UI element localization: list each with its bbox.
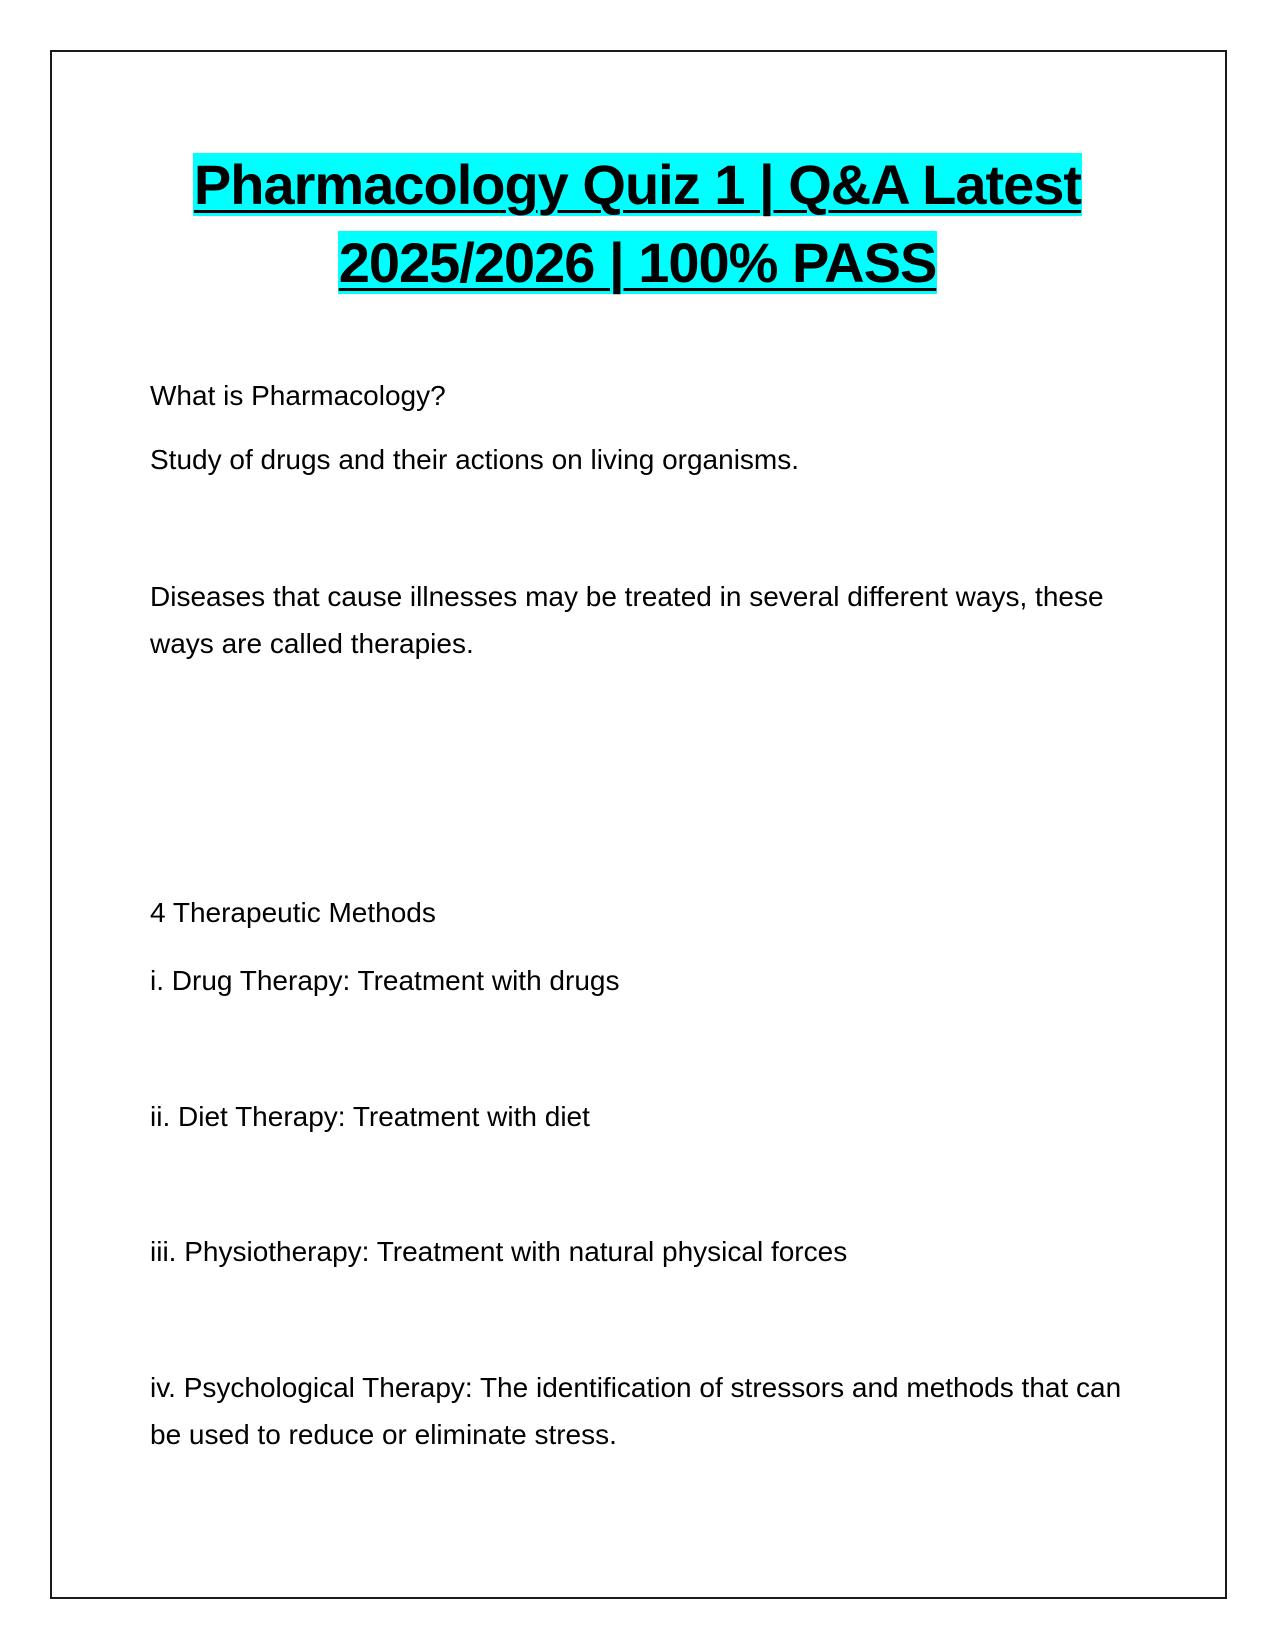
question-pharmacology: What is Pharmacology? [150,380,446,411]
therapies-paragraph: Diseases that cause illnesses may be treated in several different ways, these ways are called therapies. [150,581,1104,659]
methods-heading: 4 Therapeutic Methods [150,897,436,928]
title-line-2: 2025/2026 | 100% PASS [338,231,937,294]
title-line-1: Pharmacology Quiz 1 | Q&A Latest [193,153,1082,216]
document-title [100,146,1175,302]
method-item-diet-therapy: ii. Diet Therapy: Treatment with diet [150,1101,590,1132]
method-item-drug-therapy: i. Drug Therapy: Treatment with drugs [150,965,620,996]
method-item-psychological-therapy: iv. Psychological Therapy: The identification of stressors and methods that can be used to reduce or eliminate stress. [150,1372,1122,1450]
method-item-physiotherapy: iii. Physiotherapy: Treatment with natural physical forces [150,1236,848,1267]
answer-pharmacology: Study of drugs and their actions on living organisms. [150,444,800,475]
